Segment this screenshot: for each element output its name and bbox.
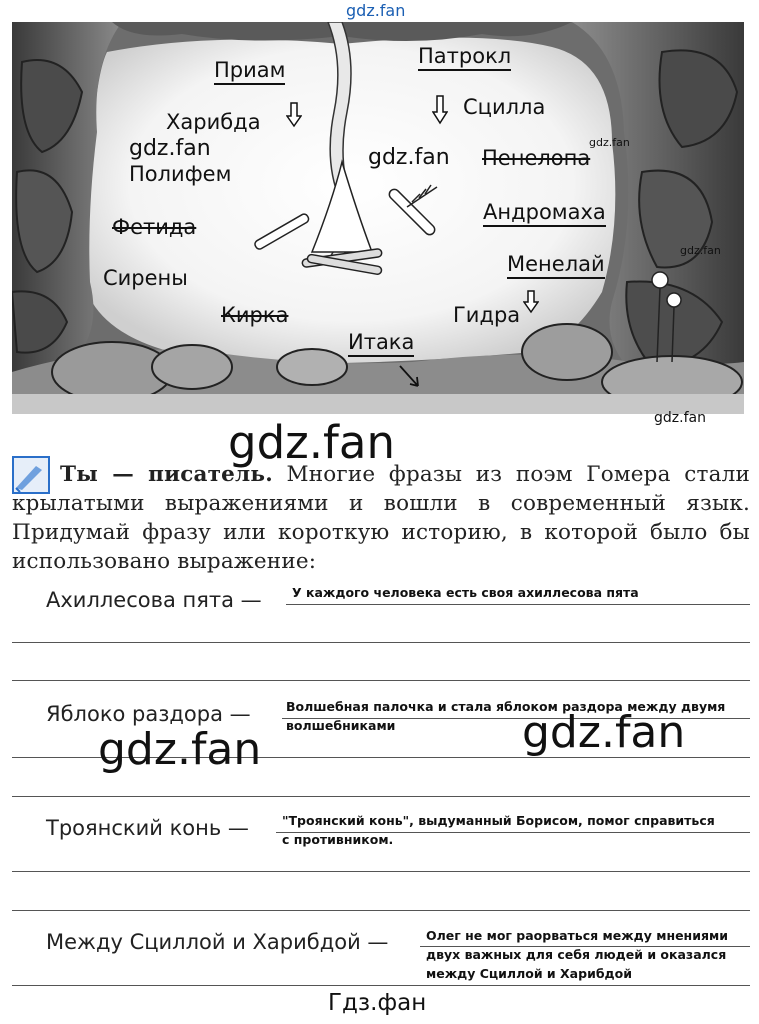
word-fetida: Фетида — [112, 215, 197, 239]
watermark-cave-right: gdz.fan — [589, 136, 630, 149]
blank-line — [12, 642, 750, 643]
watermark-big-middle: gdz.fan — [228, 416, 395, 469]
expression-prompt-4: Между Сциллой и Харибдой — — [46, 930, 389, 954]
expression-prompt-1: Ахиллесова пята — — [46, 588, 262, 612]
word-polifem: Полифем — [129, 162, 232, 186]
word-menelai: Менелай — [507, 252, 605, 279]
blank-line — [12, 910, 750, 911]
watermark-big-left: gdz.fan — [98, 724, 262, 775]
watermark-cave-left: gdz.fan — [129, 136, 211, 161]
watermark-top: gdz.fan — [346, 1, 406, 20]
watermark-cave-center: gdz.fan — [368, 145, 450, 170]
word-andromakha: Андромаха — [483, 200, 606, 227]
expression-answer-1: У каждого человека есть своя ахиллесова пята — [292, 585, 639, 600]
task-lead: Ты — писатель. — [60, 462, 273, 487]
blank-line — [12, 985, 750, 986]
down-arrow-icon — [286, 102, 302, 128]
blank-line — [12, 871, 750, 872]
word-kirka: Кирка — [221, 303, 289, 327]
word-priam: Приам — [214, 58, 285, 85]
expression-prompt-3: Троянский конь — — [46, 816, 249, 840]
expression-answer-3: "Троянский конь", выдуманный Борисом, помог справиться с противником. — [282, 813, 715, 847]
word-stsilla: Сцилла — [463, 95, 546, 119]
word-itaka: Итака — [348, 330, 414, 357]
blank-line — [12, 796, 750, 797]
task-paragraph — [12, 460, 750, 576]
task-body: Многие фразы из поэм Гомера стали крылатыми выражениями и вошли в современный язык. Придумай фразу или короткую историю, в которой было бы использовано выражение: — [12, 462, 751, 574]
word-kharibda: Харибда — [166, 110, 261, 134]
word-sireny: Сирены — [103, 266, 188, 290]
expression-answer-2: Волшебная палочка и стала яблоком раздора между двумя волшебниками — [286, 699, 726, 733]
word-penelopa: Пенелопа — [482, 146, 591, 170]
watermark-cave-right-mid: gdz.fan — [680, 244, 721, 257]
down-arrow-icon — [432, 95, 448, 125]
word-gidra: Гидра — [453, 303, 521, 327]
watermark-big-right: gdz.fan — [522, 707, 686, 758]
expression-answer-4: Олег не мог раорваться между мнениями двух важных для себя людей и оказался между Сциллой и Харибдой — [426, 928, 728, 981]
footer-watermark: Гдз.фан — [328, 990, 427, 1016]
watermark-cave-bottom: gdz.fan — [654, 410, 706, 426]
answer-line — [286, 604, 750, 605]
blank-line — [12, 680, 750, 681]
down-arrow-icon — [523, 290, 539, 314]
word-patrokl: Патрокл — [418, 44, 511, 71]
diagonal-arrow-icon — [398, 364, 422, 390]
expression-prompt-2: Яблоко раздора — — [46, 702, 251, 726]
